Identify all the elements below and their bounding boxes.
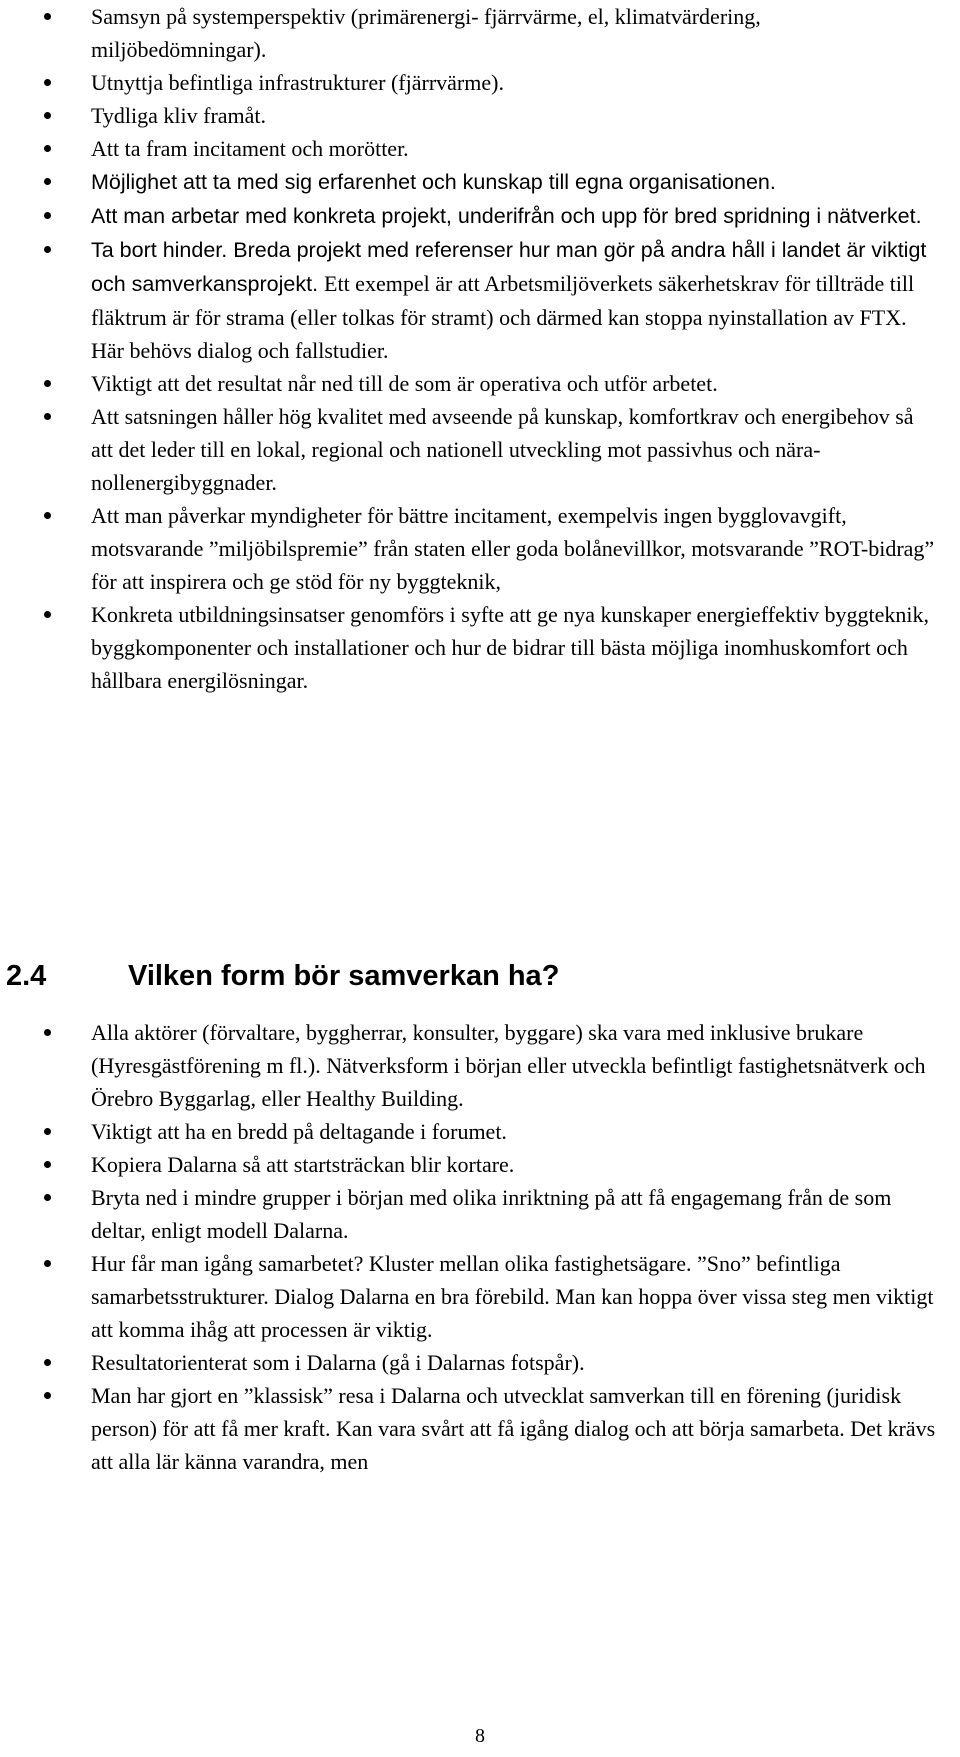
- list-item: [0, 66, 960, 99]
- list-item-run: Att ta fram incitament och morötter.: [91, 136, 409, 161]
- bullet-icon: [44, 1260, 51, 1267]
- list-item: [0, 499, 960, 598]
- list-item-text: [91, 367, 940, 400]
- list-item-text: [91, 233, 940, 367]
- bullet-icon: [44, 178, 51, 185]
- bullet-icon: [44, 1392, 51, 1399]
- bullet-icon: [44, 1029, 51, 1036]
- bullet-icon: [44, 611, 51, 618]
- list-item-run: Viktigt att det resultat når ned till de som är operativa och utför arbetet.: [91, 371, 718, 396]
- bullet-icon: [44, 13, 51, 20]
- list-item: [0, 598, 960, 697]
- list-item-text: [91, 400, 940, 499]
- list-item: [0, 199, 960, 233]
- list-item: [0, 1016, 960, 1115]
- list-item: [0, 1148, 960, 1181]
- list-item: [0, 233, 960, 367]
- bullet-list-bottom: [0, 1016, 960, 1478]
- list-item-text: [91, 132, 940, 165]
- bullet-icon: [44, 212, 51, 219]
- section-number: 2.4: [6, 960, 47, 992]
- list-item-run: Utnyttja befintliga infrastrukturer (fjärrvärme).: [91, 70, 504, 95]
- list-item-text: [91, 1379, 940, 1478]
- list-item-text: [91, 598, 940, 697]
- bullet-icon: [44, 1161, 51, 1168]
- list-item-run: Möjlighet att ta med sig erfarenhet och kunskap till egna organisationen.: [91, 170, 776, 194]
- list-item-run: Alla aktörer (förvaltare, byggherrar, konsulter, byggare) ska vara med inklusive brukare (Hyresgästförening m fl.). Nätverksform i början eller utveckla befintligt fastighetsnätverk och Örebro Byggarlag, eller Healthy Building.: [91, 1020, 926, 1111]
- list-item-text: [91, 1148, 940, 1181]
- list-item-text: [91, 199, 940, 233]
- list-item-run: Breda projekt med referenser hur man gör på andra håll i landet är viktigt och samverkansprojekt.: [91, 238, 927, 296]
- bullet-list-top: [0, 0, 960, 697]
- bullet-icon: [44, 1359, 51, 1366]
- list-item-text: [91, 0, 940, 66]
- bullet-icon: [44, 413, 51, 420]
- list-item: [0, 0, 960, 66]
- bullet-icon: [44, 145, 51, 152]
- list-item-run: Ett exempel är att Arbetsmiljöverkets säkerhetskrav för tillträde till fläktrum är för strama (eller tolkas för stramt) och därmed kan stoppa nyinstallation av FTX. Här behövs dialog och fallstudier.: [91, 271, 915, 363]
- bullet-icon: [44, 1194, 51, 1201]
- list-item-text: [91, 499, 940, 598]
- list-item-run: Ta bort hinder.: [91, 238, 234, 262]
- list-item: [0, 165, 960, 199]
- list-item-text: [91, 1346, 940, 1379]
- list-item: [0, 132, 960, 165]
- list-item: [0, 1247, 960, 1346]
- list-item-text: [91, 99, 940, 132]
- bullet-icon: [44, 79, 51, 86]
- bullet-icon: [44, 112, 51, 119]
- list-item-run: Resultatorienterat som i Dalarna (gå i Dalarnas fotspår).: [91, 1350, 585, 1375]
- list-item: [0, 1346, 960, 1379]
- list-item-run: Hur får man igång samarbetet? Kluster mellan olika fastighetsägare. ”Sno” befintliga samarbetsstrukturer. Dialog Dalarna en bra förebild. Man kan hoppa över vissa steg men viktigt att komma ihåg att processen är viktig.: [91, 1251, 934, 1342]
- list-item-run: Tydliga kliv framåt.: [91, 103, 267, 128]
- list-item-run: Man har gjort en ”klassisk” resa i Dalarna och utvecklat samverkan till en förening (juridisk person) för att få mer kraft. Kan vara svårt att få igång dialog och att börja samarbeta. Det krävs att alla lär känna varandra, men: [91, 1383, 936, 1474]
- list-item-text: [91, 66, 940, 99]
- list-item: [0, 1115, 960, 1148]
- list-item: [0, 99, 960, 132]
- bullet-icon: [44, 1128, 51, 1135]
- list-item-text: [91, 165, 940, 199]
- list-item-text: [91, 1181, 940, 1247]
- list-item-run: Att man påverkar myndigheter för bättre incitament, exempelvis ingen bygglovavgift, motsvarande ”miljöbilspremie” från staten eller goda bolånevillkor, motsvarande ”ROT-bidrag” för att inspirera och ge stöd för ny byggteknik,: [91, 503, 935, 594]
- section-title: Vilken form bör samverkan ha?: [128, 960, 560, 992]
- page-number: 8: [475, 1725, 485, 1747]
- list-item-text: [91, 1016, 940, 1115]
- list-item: [0, 1379, 960, 1478]
- list-item-run: Konkreta utbildningsinsatser genomförs i syfte att ge nya kunskaper energieffektiv byggteknik, byggkomponenter och installationer och hur de bidrar till bästa möjliga inomhuskomfort och hållbara energilösningar.: [91, 602, 930, 693]
- list-item: [0, 1181, 960, 1247]
- bullet-icon: [44, 512, 51, 519]
- list-item-run: Samsyn på systemperspektiv (primärenergi- fjärrvärme, el, klimatvärdering, miljöbedömningar).: [91, 4, 761, 62]
- bullet-icon: [44, 380, 51, 387]
- list-item: [0, 400, 960, 499]
- list-item-text: [91, 1115, 940, 1148]
- list-item-run: Att man arbetar med konkreta projekt, underifrån och upp för bred spridning i nätverket.: [91, 204, 922, 228]
- list-item-run: Bryta ned i mindre grupper i början med olika inriktning på att få engagemang från de som deltar, enligt modell Dalarna.: [91, 1185, 892, 1243]
- list-item-text: [91, 1247, 940, 1346]
- list-item-run: Kopiera Dalarna så att startsträckan blir kortare.: [91, 1152, 515, 1177]
- list-item: [0, 367, 960, 400]
- list-item-run: Att satsningen håller hög kvalitet med avseende på kunskap, komfortkrav och energibehov så att det leder till en lokal, regional och nationell utveckling mot passivhus och nära-nollenergibyggnader.: [91, 404, 914, 495]
- list-item-run: Viktigt att ha en bredd på deltagande i forumet.: [91, 1119, 507, 1144]
- bullet-icon: [44, 246, 51, 253]
